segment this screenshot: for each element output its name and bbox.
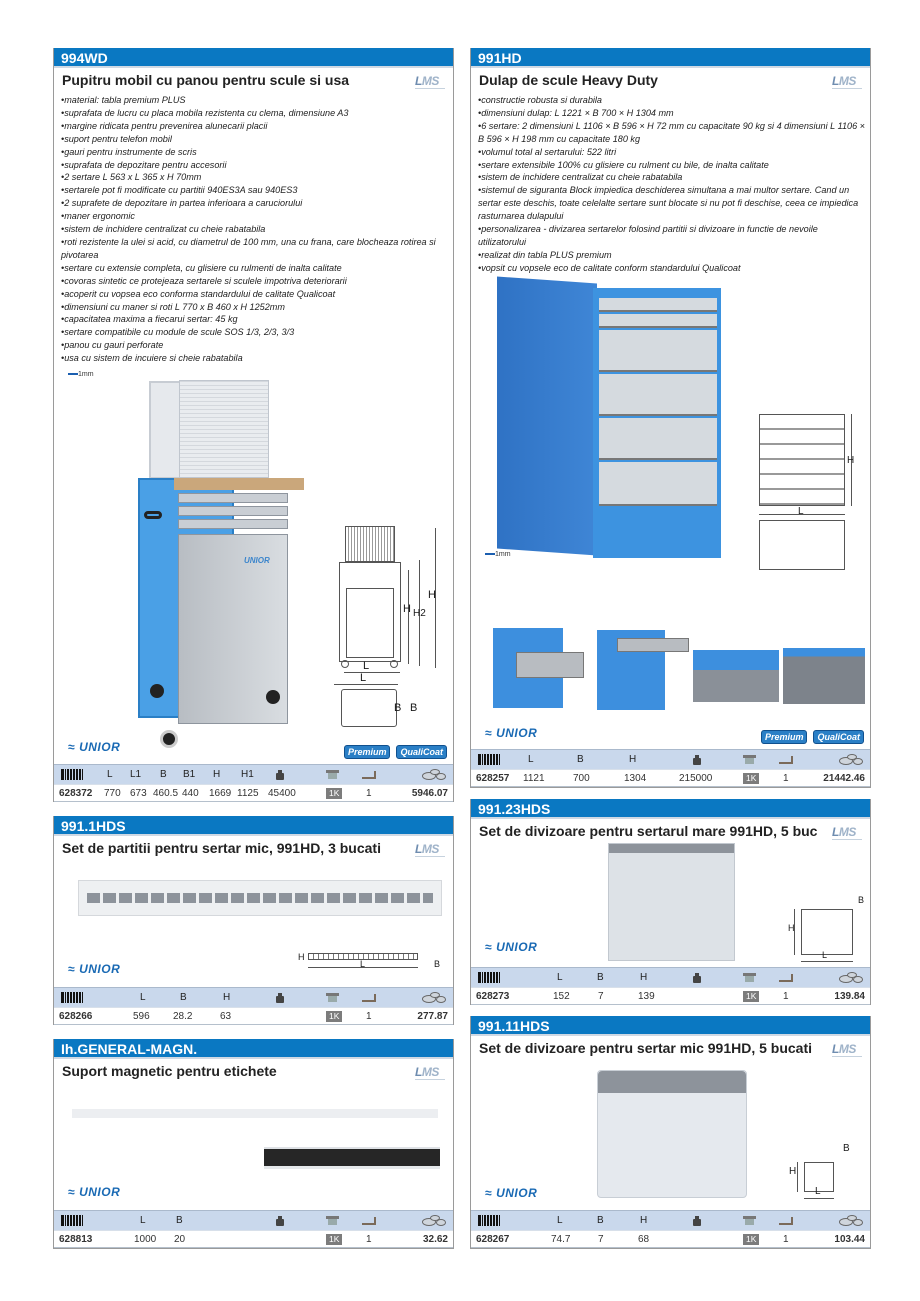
spec-header-row bbox=[54, 764, 453, 784]
weight-icon bbox=[276, 1211, 284, 1230]
spec-value: 700 bbox=[573, 772, 590, 784]
col-header: L bbox=[557, 972, 563, 983]
product-card-991-11hds: 991.11HDS Set de divizoare pentru sertar mic 991HD, 5 bucati LMS H L B ≈ UNIOR L B H 628267 74.7 7 68 1K 1 103.44 bbox=[470, 1016, 871, 1249]
premium-badge: Premium bbox=[344, 745, 391, 759]
article-number: 628257 bbox=[476, 772, 510, 784]
unior-logo: ≈ UNIOR bbox=[68, 962, 121, 976]
feature-item: • panou cu gauri perforate bbox=[61, 339, 446, 352]
qty-value: 1 bbox=[366, 1233, 372, 1245]
coins-icon bbox=[839, 968, 865, 987]
spec-value: 1000 bbox=[134, 1233, 157, 1245]
spec-value: 63 bbox=[220, 1010, 232, 1022]
table-row bbox=[54, 1230, 453, 1248]
product-card-994wd: 994WD Pupitru mobil cu panou pentru scule si usa LMS • material: tabla premium PLUS • suprafata de lucru cu placa mobila rezistenta cu clema, dimensiune A3 • margine ridicata pentru prevenirea alunecarii placii • suport pentru telefon mobil • gauri pentru instrumente de scris • suprafata de depozitare pentru accesorii • 2 sertare L 563 x L 365 x H 70mm • sertarele pot fi modificate cu partitii 940ES3A sau 940ES3 • 2 suprafete de depozitare in partea inferioara a caruciorului • maner ergonomic • sistem de inchidere centralizat cu cheie rabatabila • roti rezistente la ulei si acid, cu diametrul de 100 mm, una cu frana, care blocheaza rotirea si pivotarea • sertare cu extensie completa, cu glisiere cu rulmenti de inalta calitate • covoras sintetic ce protejeaza sertarele si sculele impotriva deteriorarii • acoperit cu vopsea eco conforma standardului de calitate Qualicoat • dimensiuni cu maner si roti L 770 x B 460 x H 1252mm • capacitatea maxima a fiecarui sertar: 45 kg • sertare compatibile cu module de scule SOS 1/3, 2/3, 3/3 • panou cu gauri perforate • usa cu sistem de incuiere si cheie rabatabila 1mm UNIOR H H2 H L L B B ≈ UNIOR Premium QualiCoat L L1 B B1 H H1 628372 770 673 460.5 440 1669 1125 45400 1K 1 5946.07 bbox=[53, 48, 454, 802]
price-value: 21442.46 bbox=[823, 772, 865, 784]
pack-badge: 1K bbox=[326, 1231, 342, 1247]
feature-item: • 6 sertare: 2 dimensiuni L 1106 × B 596 × H 72 mm cu capacitate 90 kg si 4 dimensiuni L 1106 × B 596 × H 198 mm cu capacitate 180 kg bbox=[478, 120, 868, 146]
col-header: H1 bbox=[241, 769, 254, 780]
feature-item: • sertare extensibile 100% cu glisiere cu rulment cu bile, de inalta calitate bbox=[478, 159, 868, 172]
price-value: 5946.07 bbox=[411, 787, 448, 799]
feature-item: • margine ridicata pentru prevenirea alunecarii placii bbox=[61, 120, 446, 133]
table-row bbox=[54, 1007, 453, 1025]
coins-icon bbox=[422, 1211, 448, 1230]
article-number: 628273 bbox=[476, 990, 510, 1002]
table-row bbox=[471, 769, 870, 787]
product-title: Set de partitii pentru sertar mic, 991HD, 3 bucati bbox=[62, 840, 381, 856]
barcode-icon bbox=[478, 1211, 500, 1230]
col-header: L1 bbox=[130, 769, 142, 780]
spec-value: 74.7 bbox=[551, 1233, 571, 1245]
unior-logo: ≈ UNIOR bbox=[68, 740, 121, 754]
table-row bbox=[471, 987, 870, 1005]
lms-logo-icon: LMS bbox=[832, 1043, 862, 1057]
weight-icon bbox=[693, 1211, 701, 1230]
spec-value: 1669 bbox=[209, 787, 232, 799]
col-header: H bbox=[223, 992, 231, 1003]
feature-item: • sertarele pot fi modificate cu partitii 940ES3A sau 940ES3 bbox=[61, 184, 446, 197]
spec-value: 1304 bbox=[624, 772, 647, 784]
product-title: Pupitru mobil cu panou pentru scule si usa bbox=[62, 72, 350, 88]
qty-value: 1 bbox=[366, 1010, 372, 1022]
feature-item: • 2 sertare L 563 x L 365 x H 70mm bbox=[61, 171, 446, 184]
premium-badge: Premium bbox=[761, 730, 808, 744]
col-header: H bbox=[629, 754, 637, 765]
col-header: L bbox=[107, 769, 113, 780]
spec-table bbox=[54, 764, 453, 802]
lms-logo-icon: LMS bbox=[415, 1066, 445, 1080]
feature-item: • capacitatea maxima a fiecarui sertar: 45 kg bbox=[61, 313, 446, 326]
product-title: Set de divizoare pentru sertar mic 991HD, 5 bucati bbox=[479, 1040, 813, 1056]
weight-icon bbox=[276, 765, 284, 784]
coins-icon bbox=[839, 750, 865, 769]
spec-table bbox=[54, 987, 453, 1025]
spec-value: 770 bbox=[104, 787, 121, 799]
product-code-header: 991.1HDS bbox=[54, 816, 453, 836]
barcode-icon bbox=[61, 988, 83, 1007]
spec-header-row bbox=[54, 1210, 453, 1230]
spec-value: 1125 bbox=[237, 787, 259, 799]
qty-value: 1 bbox=[366, 787, 372, 799]
spec-table bbox=[471, 1210, 870, 1248]
product-code-header: 991HD bbox=[471, 48, 870, 68]
quantity-icon bbox=[779, 968, 793, 987]
unior-logo: ≈ UNIOR bbox=[485, 940, 538, 954]
feature-item: • vopsit cu vopsele eco de calitate conform standardului Qualicoat bbox=[478, 262, 868, 275]
col-header: L bbox=[140, 1215, 146, 1226]
unior-logo: ≈ UNIOR bbox=[485, 726, 538, 740]
barcode-icon bbox=[61, 765, 83, 784]
spec-value: 460.5 bbox=[153, 787, 179, 799]
col-header: B bbox=[176, 1215, 183, 1226]
quantity-icon bbox=[362, 1211, 376, 1230]
pack-badge: 1K bbox=[326, 785, 342, 801]
product-card-magnetic-label-holder bbox=[53, 1039, 454, 1249]
spec-value: 68 bbox=[638, 1233, 650, 1245]
col-header: B bbox=[160, 769, 167, 780]
product-code-header: 991.11HDS bbox=[471, 1016, 870, 1036]
feature-item: • sertare compatibile cu module de scule SOS 1/3, 2/3, 3/3 bbox=[61, 326, 446, 339]
pack-badge: 1K bbox=[326, 1008, 342, 1024]
feature-item: • personalizarea - divizarea sertarelor folosind partitii si divizoare in functie de nevoile utilizatorului bbox=[478, 223, 868, 249]
spec-header-row bbox=[471, 749, 870, 769]
weight-icon bbox=[276, 988, 284, 1007]
feature-item: • acoperit cu vopsea eco conforma standardului de calitate Qualicoat bbox=[61, 288, 446, 301]
feature-item: • dimensiuni dulap: L 1221 × B 700 × H 1304 mm bbox=[478, 107, 868, 120]
feature-item: • constructie robusta si durabila bbox=[478, 94, 868, 107]
barcode-icon bbox=[61, 1211, 83, 1230]
product-title: Suport magnetic pentru etichete bbox=[62, 1063, 277, 1079]
col-header: L bbox=[140, 992, 146, 1003]
certification-badges bbox=[761, 730, 864, 744]
spec-header-row bbox=[54, 987, 453, 1007]
col-header: L bbox=[528, 754, 534, 765]
barcode-icon bbox=[478, 968, 500, 987]
product-image-partition bbox=[78, 880, 442, 916]
lms-logo-icon: LMS bbox=[415, 75, 445, 89]
package-icon bbox=[743, 750, 757, 769]
barcode-icon bbox=[478, 750, 500, 769]
spec-value: 7 bbox=[598, 1233, 604, 1245]
feature-item: • suport pentru telefon mobil bbox=[61, 133, 446, 146]
spec-header-row bbox=[471, 967, 870, 987]
feature-item: • sistem de inchidere centralizat cu cheie rabatabila bbox=[61, 223, 446, 236]
col-header: H bbox=[213, 769, 221, 780]
feature-item: • sistem de inchidere centralizat cu cheie rabatabila bbox=[478, 171, 868, 184]
thickness-icon: 1mm bbox=[68, 371, 94, 378]
feature-item: • roti rezistente la ulei si acid, cu diametrul de 100 mm, una cu frana, care blocheaza rotirea si pivotarea bbox=[61, 236, 446, 262]
spec-value: 139 bbox=[638, 990, 655, 1002]
col-header: B1 bbox=[183, 769, 196, 780]
feature-item: • covoras sintetic ce protejeaza sertarele si sculele impotriva deteriorarii bbox=[61, 275, 446, 288]
spec-table bbox=[54, 1210, 453, 1248]
spec-value: 673 bbox=[130, 787, 147, 799]
col-header: H bbox=[640, 1215, 648, 1226]
feature-item: • usa cu sistem de incuiere si cheie rabatabila bbox=[61, 352, 446, 365]
article-number: 628266 bbox=[59, 1010, 93, 1022]
quantity-icon bbox=[779, 750, 793, 769]
unior-logo: ≈ UNIOR bbox=[68, 1185, 121, 1199]
feature-item: • 2 suprafete de depozitare in partea inferioara a caruciorului bbox=[61, 197, 446, 210]
price-value: 139.84 bbox=[834, 990, 865, 1002]
product-image-divider-small bbox=[597, 1070, 747, 1198]
product-card-991-1hds: 991.1HDS Set de partitii pentru sertar mic, 991HD, 3 bucati LMS H L B ≈ UNIOR L B H 628266 596 28.2 63 1K 1 277.87 bbox=[53, 816, 454, 1025]
spec-table bbox=[471, 967, 870, 1005]
spec-value: 20 bbox=[174, 1233, 186, 1245]
thickness-icon: 1mm bbox=[485, 551, 511, 558]
quantity-icon bbox=[362, 988, 376, 1007]
article-number: 628267 bbox=[476, 1233, 510, 1245]
col-header: B bbox=[577, 754, 584, 765]
table-row bbox=[471, 1230, 870, 1248]
package-icon bbox=[326, 1211, 340, 1230]
weight-value: 45400 bbox=[268, 787, 296, 799]
lms-logo-icon: LMS bbox=[832, 75, 862, 89]
col-header: L bbox=[557, 1215, 563, 1226]
pack-badge: 1K bbox=[743, 988, 759, 1004]
feature-item: • material: tabla premium PLUS bbox=[61, 94, 446, 107]
qty-value: 1 bbox=[783, 990, 789, 1002]
package-icon bbox=[326, 765, 340, 784]
quantity-icon bbox=[362, 765, 376, 784]
spec-value: 7 bbox=[598, 990, 604, 1002]
feature-item: • gauri pentru instrumente de scris bbox=[61, 146, 446, 159]
spec-header-row bbox=[471, 1210, 870, 1230]
package-icon bbox=[326, 988, 340, 1007]
feature-list bbox=[478, 94, 868, 275]
product-image-divider-large bbox=[608, 843, 735, 961]
feature-item: • sertare cu extensie completa, cu glisiere cu rulmenti de inalta calitate bbox=[61, 262, 446, 275]
certification-badges bbox=[344, 745, 447, 759]
spec-value: 28.2 bbox=[173, 1010, 193, 1022]
weight-icon bbox=[693, 968, 701, 987]
feature-item: • volumul total al sertarului: 522 litri bbox=[478, 146, 868, 159]
col-header: B bbox=[597, 1215, 604, 1226]
unior-logo: ≈ UNIOR bbox=[485, 1186, 538, 1200]
feature-item: • sistemul de siguranta Block impiedica deschiderea simultana a mai multor sertare. Cand un sertar este deschis, toate celelalte sertare sunt blocate si nu pot fi deschise, ceea ce impiedica rasturnarea dulapului bbox=[478, 184, 868, 223]
col-header: H bbox=[640, 972, 648, 983]
qualicoat-badge: QualiCoat bbox=[396, 745, 447, 759]
coins-icon bbox=[422, 765, 448, 784]
spec-value: 1121 bbox=[523, 772, 545, 784]
quantity-icon bbox=[779, 1211, 793, 1230]
price-value: 277.87 bbox=[417, 1010, 448, 1022]
product-card-991hd: 991HD Dulap de scule Heavy Duty LMS • constructie robusta si durabila • dimensiuni dulap: L 1221 × B 700 × H 1304 mm • 6 sertare: 2 dimensiuni L 1106 × B 596 × H 72 mm cu capacitate 90 kg si 4 dimensiuni L 1106 × B 596 × H 198 mm cu capacitate 180 kg • volumul total al sertarului: 522 litri • sertare extensibile 100% cu glisiere cu rulment cu bile, de inalta calitate • sistem de inchidere centralizat cu cheie rabatabila • sistemul de siguranta Block impiedica deschiderea simultana a mai multor sertare. Cand un sertar este deschis, toate celelalte sertare sunt blocate si nu pot fi deschise, ceea ce impiedica rasturnarea dulapului • personalizarea - divizarea sertarelor folosind partitii si divizoare in functie de nevoile utilizatorului • realizat din tabla PLUS premium • vopsit cu vopsele eco de calitate conform standardului Qualicoat 1mm H L ≈ UNIOR Premium QualiCoat L B H 628257 1121 700 1304 215000 1K 1 21442.46 bbox=[470, 48, 871, 788]
col-header: B bbox=[180, 992, 187, 1003]
feature-list bbox=[61, 94, 446, 365]
feature-item: • suprafata de lucru cu placa mobila rezistenta cu clema, dimensiune A3 bbox=[61, 107, 446, 120]
feature-item: • suprafata de depozitare pentru accesorii bbox=[61, 159, 446, 172]
feature-item: • realizat din tabla PLUS premium bbox=[478, 249, 868, 262]
qty-value: 1 bbox=[783, 772, 789, 784]
table-row bbox=[54, 784, 453, 802]
price-value: 103.44 bbox=[834, 1233, 865, 1245]
spec-value: 596 bbox=[133, 1010, 150, 1022]
product-title: Set de divizoare pentru sertarul mare 991HD, 5 buc bbox=[479, 823, 818, 839]
product-title: Dulap de scule Heavy Duty bbox=[479, 72, 658, 88]
feature-item: • maner ergonomic bbox=[61, 210, 446, 223]
drawer-image-3 bbox=[693, 650, 779, 702]
product-card-991-23hds: 991.23HDS Set de divizoare pentru sertarul mare 991HD, 5 buc LMS H L B ≈ UNIOR L B H 628273 152 7 139 1K 1 139.84 bbox=[470, 799, 871, 1005]
package-icon bbox=[743, 968, 757, 987]
package-icon bbox=[743, 1211, 757, 1230]
spec-value: 440 bbox=[182, 787, 199, 799]
spec-table bbox=[471, 749, 870, 787]
lms-logo-icon: LMS bbox=[415, 843, 445, 857]
product-code-header: 994WD bbox=[54, 48, 453, 68]
spec-value: 152 bbox=[553, 990, 570, 1002]
pack-badge: 1K bbox=[743, 770, 759, 786]
price-value: 32.62 bbox=[422, 1233, 448, 1245]
qty-value: 1 bbox=[783, 1233, 789, 1245]
weight-value: 215000 bbox=[679, 772, 713, 784]
coins-icon bbox=[839, 1211, 865, 1230]
product-code-header: Ih.GENERAL-MAGN. bbox=[54, 1039, 453, 1059]
coins-icon bbox=[422, 988, 448, 1007]
article-number: 628372 bbox=[59, 787, 93, 799]
pack-badge: 1K bbox=[743, 1231, 759, 1247]
article-number: 628813 bbox=[59, 1233, 93, 1245]
drawer-image-4 bbox=[783, 648, 865, 704]
qualicoat-badge: QualiCoat bbox=[813, 730, 864, 744]
feature-item: • dimensiuni cu maner si roti L 770 x B 460 x H 1252mm bbox=[61, 301, 446, 314]
weight-icon bbox=[693, 750, 701, 769]
lms-logo-icon: LMS bbox=[832, 826, 862, 840]
col-header: B bbox=[597, 972, 604, 983]
product-code-header: 991.23HDS bbox=[471, 799, 870, 819]
